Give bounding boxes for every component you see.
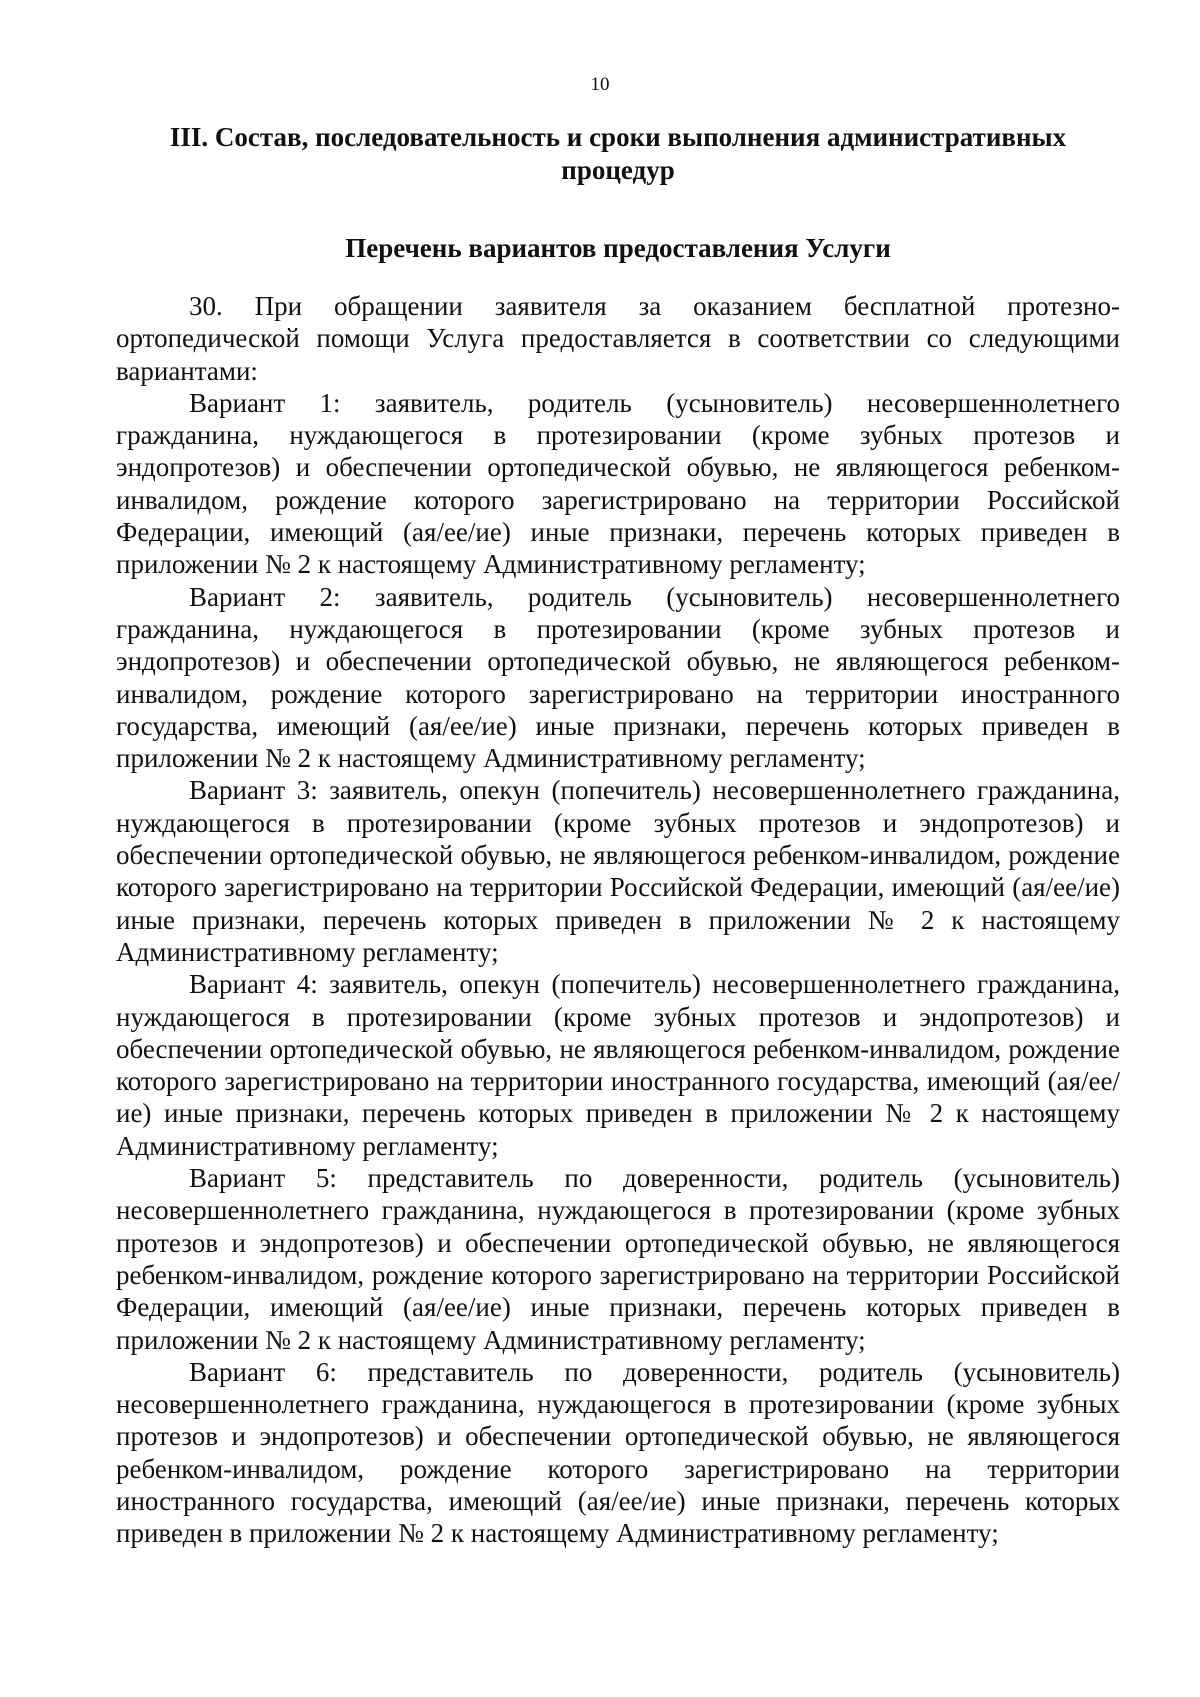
paragraph-variant-3: Вариант 3: заявитель, опекун (попечитель) несовершеннолетнего гражданина, нуждающегося в протезировании (кроме зубных протезов и эндопротезов) и обеспечении ортопедической обувью, не являющегося ребенком-инвалидом, рождение которого зарегистрировано на территории Российской Федерации, имеющий (ая/ее/ие) иные признаки, перечень которых приведен в приложении № 2 к настоящему Административному регламенту; bbox=[116, 775, 1120, 967]
paragraph-variant-5: Вариант 5: представитель по доверенности, родитель (усыновитель) несовершеннолетнего гражданина, нуждающегося в протезировании (кроме зубных протезов и эндопротезов) и обеспечении ортопедической обувью, не являющегося ребенком-инвалидом, рождение которого зарегистрировано на территории Российской Федерации, имеющий (ая/ее/ие) иные признаки, перечень которых приведен в приложении № 2 к настоящему Административному регламенту; bbox=[116, 1163, 1120, 1355]
document-body bbox=[116, 290, 1120, 1550]
paragraph-variant-4: Вариант 4: заявитель, опекун (попечитель) несовершеннолетнего гражданина, нуждающегося в протезировании (кроме зубных протезов и эндопротезов) и обеспечении ортопедической обувью, не являющегося ребенком-инвалидом, рождение которого зарегистрировано на территории иностранного государства, имеющий (ая/ее/ие) иные признаки, перечень которых приведен в приложении № 2 к настоящему Административному регламенту; bbox=[116, 969, 1120, 1161]
paragraph-30-intro: 30. При обращении заявителя за оказанием бесплатной протезно-ортопедической помощи Услуга предоставляется в соответствии со следующими вариантами: bbox=[116, 291, 1120, 386]
paragraph-variant-1: Вариант 1: заявитель, родитель (усыновитель) несовершеннолетнего гражданина, нуждающегося в протезировании (кроме зубных протезов и эндопротезов) и обеспечении ортопедической обувью, не являющегося ребенком-инвалидом, рождение которого зарегистрировано на территории Российской Федерации, имеющий (ая/ее/ие) иные признаки, перечень которых приведен в приложении № 2 к настоящему Административному регламенту; bbox=[116, 387, 1120, 580]
paragraph-variant-2: Вариант 2: заявитель, родитель (усыновитель) несовершеннолетнего гражданина, нуждающегося в протезировании (кроме зубных протезов и эндопротезов) и обеспечении ортопедической обувью, не являющегося ребенком-инвалидом, рождение которого зарегистрировано на территории иностранного государства, имеющий (ая/ее/ие) иные признаки, перечень которых приведен в приложении № 2 к настоящему Административному регламенту; bbox=[116, 581, 1120, 774]
subsection-title: Перечень вариантов предоставления Услуги bbox=[345, 233, 891, 263]
page-number: 10 bbox=[590, 74, 610, 95]
section-title: III. Состав, последовательность и сроки выполнения административных процедур bbox=[169, 122, 1067, 185]
paragraph-variant-6: Вариант 6: представитель по доверенности, родитель (усыновитель) несовершеннолетнего гражданина, нуждающегося в протезировании (кроме зубных протезов и эндопротезов) и обеспечении ортопедической обувью, не являющегося ребенком-инвалидом, рождение которого зарегистрировано на территории иностранного государства, имеющий (ая/ее/ие) иные признаки, перечень которых приведен в приложении № 2 к настоящему Административному регламенту; bbox=[116, 1356, 1120, 1549]
